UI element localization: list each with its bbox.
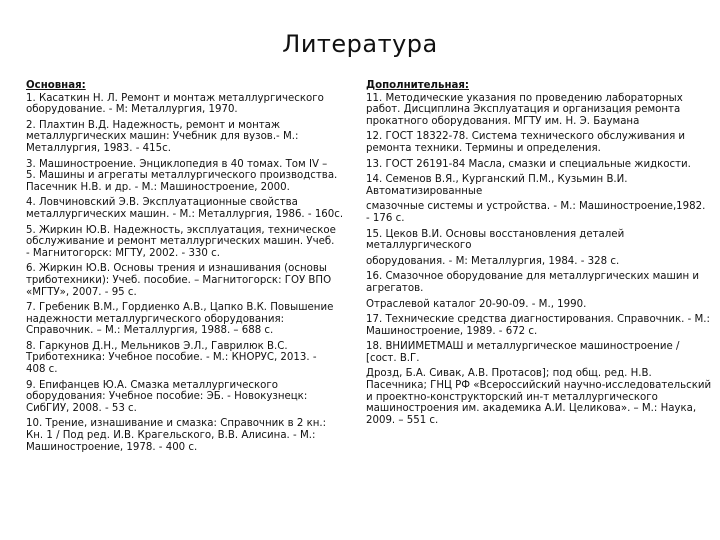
reference-line: Пасечник Н.В. и др. - М.: Машиностроение, 2000. xyxy=(26,181,290,193)
reference-line: 5. Машины и агрегаты металлургического производства. xyxy=(26,170,338,182)
reference-line: [сост. В.Г. xyxy=(366,352,420,364)
reference-line: 4. Ловчиновский Э.В. Эксплуатационные свойства xyxy=(26,197,298,209)
reference-entry xyxy=(26,93,356,116)
reference-entry xyxy=(26,418,356,453)
reference-entry xyxy=(366,201,706,224)
reference-line: машиностроения им. академика А.И. Целикова». – М.: Наука, xyxy=(366,403,697,415)
reference-line: 6. Жиркин Ю.В. Основы трения и изнашивания (основы xyxy=(26,263,327,275)
reference-entry xyxy=(366,314,710,337)
extra-literature-column xyxy=(366,80,712,430)
reference-line: надежности металлургического оборудования: xyxy=(26,313,285,325)
reference-line: 1. Касаткин Н. Л. Ремонт и монтаж металлургического xyxy=(26,92,324,104)
reference-line: агрегатов. xyxy=(366,282,424,294)
reference-entry xyxy=(26,302,356,337)
reference-line: смазочные системы и устройства. - М.: Машиностроение,1982. xyxy=(366,201,706,213)
reference-line: 10. Трение, изнашивание и смазка: Справочник в 2 кн.: xyxy=(26,418,327,430)
reference-entry xyxy=(26,341,356,376)
reference-line: 14. Семенов В.Я., Курганский П.М., Кузьмин В.И. xyxy=(366,174,628,186)
reference-line: Справочник. – М.: Металлургия, 1988. – 688 с. xyxy=(26,325,274,337)
reference-line: и проектно-конструкторский ин-т металлургического xyxy=(366,391,658,403)
reference-entry xyxy=(26,380,356,415)
main-literature-list xyxy=(26,93,356,454)
reference-entry xyxy=(366,256,700,268)
reference-line: Кн. 1 / Под ред. И.В. Крагельского, В.В. Алисина. - М.: xyxy=(26,430,316,442)
reference-entry xyxy=(366,93,700,128)
reference-line: 2. Плахтин В.Д. Надежность, ремонт и монтаж xyxy=(26,119,281,131)
reference-line: прокатного оборудования. МГТУ им. Н. Э. Баумана xyxy=(366,115,640,127)
reference-entry xyxy=(366,174,700,197)
reference-entry xyxy=(26,159,356,194)
reference-entry xyxy=(26,120,356,155)
reference-line: Металлургия, 1983. - 415с. xyxy=(26,142,171,154)
reference-entry xyxy=(366,341,700,364)
reference-line: 15. Цеков В.И. Основы восстановления деталей xyxy=(366,228,625,240)
page-title: Литература xyxy=(282,30,438,58)
reference-line: Автоматизированные xyxy=(366,185,483,197)
reference-line: 3. Машиностроение. Энциклопедия в 40 томах. Том IV – xyxy=(26,158,328,170)
reference-line: оборудования. - М: Металлургия, 1984. - 328 с. xyxy=(366,255,620,267)
reference-line: Машиностроение, 1989. - 672 с. xyxy=(366,325,538,337)
reference-line: 17. Технические средства диагностирования. Справочник. - М.: xyxy=(366,314,710,326)
reference-line: металлургического xyxy=(366,240,472,252)
main-literature-column xyxy=(26,80,356,457)
reference-line: Дрозд, Б.А. Сивак, А.В. Протасов]; под общ. ред. Н.В. xyxy=(366,368,652,380)
reference-entry xyxy=(366,271,700,294)
reference-line: 12. ГОСТ 18322-78. Система технического обслуживания и xyxy=(366,131,686,143)
reference-entry xyxy=(366,159,700,171)
reference-line: 16. Смазочное оборудование для металлургических машин и xyxy=(366,271,699,283)
reference-line: Триботехника: Учебное пособие. - М.: КНОРУС, 2013. - xyxy=(26,352,317,364)
reference-line: «МГТУ», 2007. - 95 с. xyxy=(26,286,137,298)
main-literature-heading: Основная: xyxy=(26,80,86,91)
reference-line: 2009. – 551 с. xyxy=(366,414,439,426)
reference-line: оборудования: Учебное пособие: ЭБ. - Новокузнецк: xyxy=(26,391,308,403)
reference-line: металлургических машин. - М.: Металлургия, 1986. - 160с. xyxy=(26,208,344,220)
reference-line: металлургических машин: Учебник для вузов.- М.: xyxy=(26,131,299,143)
reference-line: Отраслевой каталог 20-90-09. - М., 1990. xyxy=(366,298,587,310)
reference-line: - 176 с. xyxy=(366,212,405,224)
reference-entry xyxy=(26,225,356,260)
reference-line: 7. Гребеник В.М., Гордиенко А.В., Цапко В.К. Повышение xyxy=(26,302,334,314)
extra-literature-list xyxy=(366,92,712,427)
reference-line: оборудование. - М: Металлургия, 1970. xyxy=(26,104,238,116)
reference-entry xyxy=(26,197,356,220)
reference-line: 5. Жиркин Ю.В. Надежность, эксплуатация, техническое xyxy=(26,224,336,236)
extra-literature-heading: Дополнительная: xyxy=(366,80,469,91)
reference-line: 13. ГОСТ 26191-84 Масла, смазки и специальные жидкости. xyxy=(366,158,691,170)
reference-line: триботехники): Учеб. пособие. – Магнитогорск: ГОУ ВПО xyxy=(26,274,332,286)
reference-line: 18. ВНИИМЕТМАШ и металлургическое машиностроение / xyxy=(366,341,680,353)
reference-line: 8. Гаркунов Д.Н., Мельников Э.Л., Гаврилюк В.С. xyxy=(26,340,288,352)
reference-line: работ. Дисциплина Эксплуатация и организация ремонта xyxy=(366,104,681,116)
reference-entry xyxy=(366,299,700,311)
reference-line: Пасечника; ГНЦ РФ «Всероссийский научно-исследовательский xyxy=(366,380,712,392)
reference-entry xyxy=(26,263,356,298)
reference-line: Машиностроение, 1978. - 400 с. xyxy=(26,441,198,453)
reference-line: 9. Епифанцев Ю.А. Смазка металлургического xyxy=(26,379,278,391)
reference-entry xyxy=(366,131,700,154)
reference-line: 408 с. xyxy=(26,364,58,376)
reference-entry xyxy=(366,229,700,252)
reference-line: - Магнитогорск: МГТУ, 2002. - 330 с. xyxy=(26,247,220,259)
reference-line: ремонта техники. Термины и определения. xyxy=(366,142,601,154)
reference-entry xyxy=(366,368,712,426)
reference-line: 11. Методические указания по проведению лабораторных xyxy=(366,92,683,104)
reference-line: обслуживание и ремонт металлургических машин. Учеб. xyxy=(26,236,335,248)
reference-line: СибГИУ, 2008. - 53 с. xyxy=(26,402,137,414)
